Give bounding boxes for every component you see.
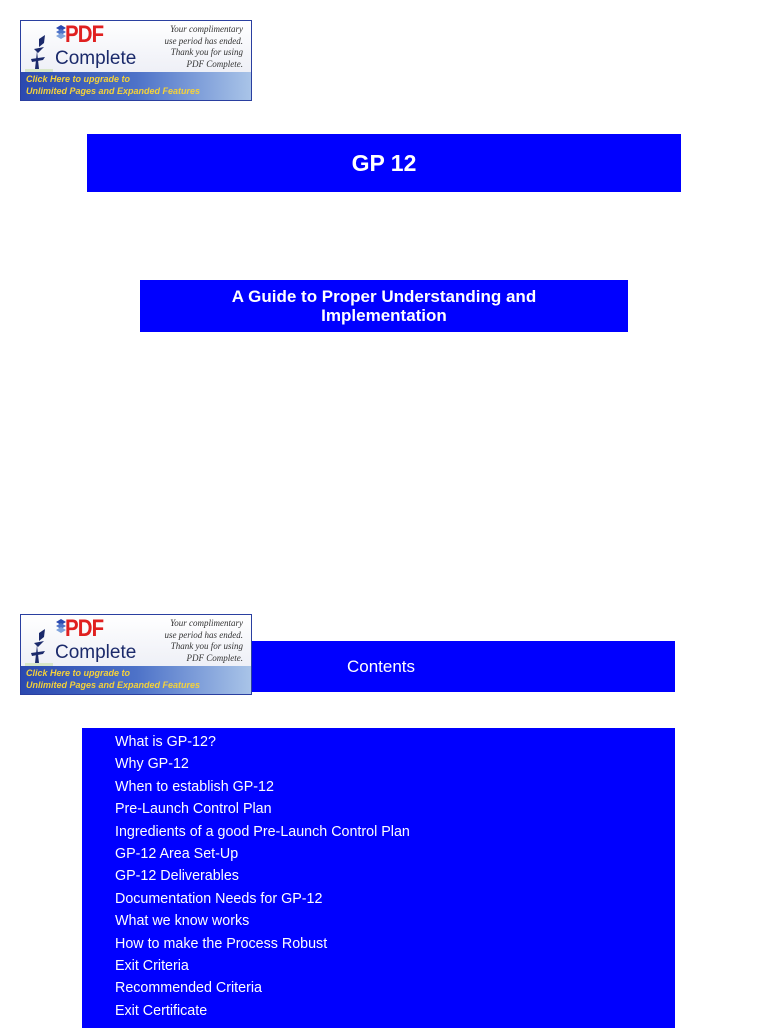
upgrade-link[interactable] — [26, 668, 200, 691]
promo-line: Thank you for using — [170, 641, 243, 651]
promo-line: use period has ended. — [164, 35, 243, 46]
contents-list — [82, 728, 675, 1028]
brand-pdf-text: PDF — [65, 615, 104, 642]
contents-item: Documentation Needs for GP-12 — [115, 890, 323, 907]
contents-item: When to establish GP-12 — [115, 778, 274, 795]
pdf-complete-upgrade-banner[interactable] — [20, 614, 252, 695]
promo-message — [131, 618, 243, 664]
upgrade-link[interactable] — [26, 74, 200, 97]
promo-line: Thank you for using — [170, 47, 243, 57]
contents-item: GP-12 Deliverables — [115, 868, 239, 885]
subtitle-line: A Guide to Proper Understanding and — [231, 287, 537, 306]
promo-line: Your complimentary — [170, 618, 243, 628]
contents-item: What is GP-12? — [115, 734, 216, 750]
contents-item: Exit Criteria — [115, 958, 189, 975]
upgrade-line: Click Here to upgrade to — [26, 668, 131, 678]
promo-line: PDF Complete. — [186, 652, 243, 663]
slide-title: GP 12 — [87, 134, 681, 192]
brand-complete-text: Complete — [55, 48, 137, 69]
contents-item: GP-12 Area Set-Up — [115, 846, 239, 863]
contents-heading: Contents — [87, 641, 675, 692]
contents-item: Exit Certificate — [115, 1002, 208, 1019]
promo-line: Your complimentary — [170, 24, 243, 34]
upgrade-line: Click Here to upgrade to — [26, 74, 131, 84]
promo-line: use period has ended. — [164, 629, 243, 640]
promo-message — [131, 24, 243, 70]
contents-item: Pre-Launch Control Plan — [115, 801, 272, 818]
upgrade-line: Unlimited Pages and Expanded Features — [26, 679, 201, 690]
contents-item: How to make the Process Robust — [115, 935, 328, 952]
brand-pdf-text: PDF — [65, 21, 104, 48]
upgrade-line: Unlimited Pages and Expanded Features — [26, 85, 201, 96]
contents-item: What we know works — [115, 913, 250, 930]
contents-item: Why GP-12 — [115, 756, 189, 773]
contents-item: Recommended Criteria — [115, 980, 262, 997]
pdf-complete-upgrade-banner[interactable] — [20, 20, 252, 101]
brand-complete-text: Complete — [55, 642, 137, 663]
promo-line: PDF Complete. — [186, 58, 243, 69]
slide-subtitle — [140, 280, 628, 332]
subtitle-line: Implementation — [321, 306, 447, 325]
contents-item: Ingredients of a good Pre-Launch Control Plan — [115, 823, 410, 840]
